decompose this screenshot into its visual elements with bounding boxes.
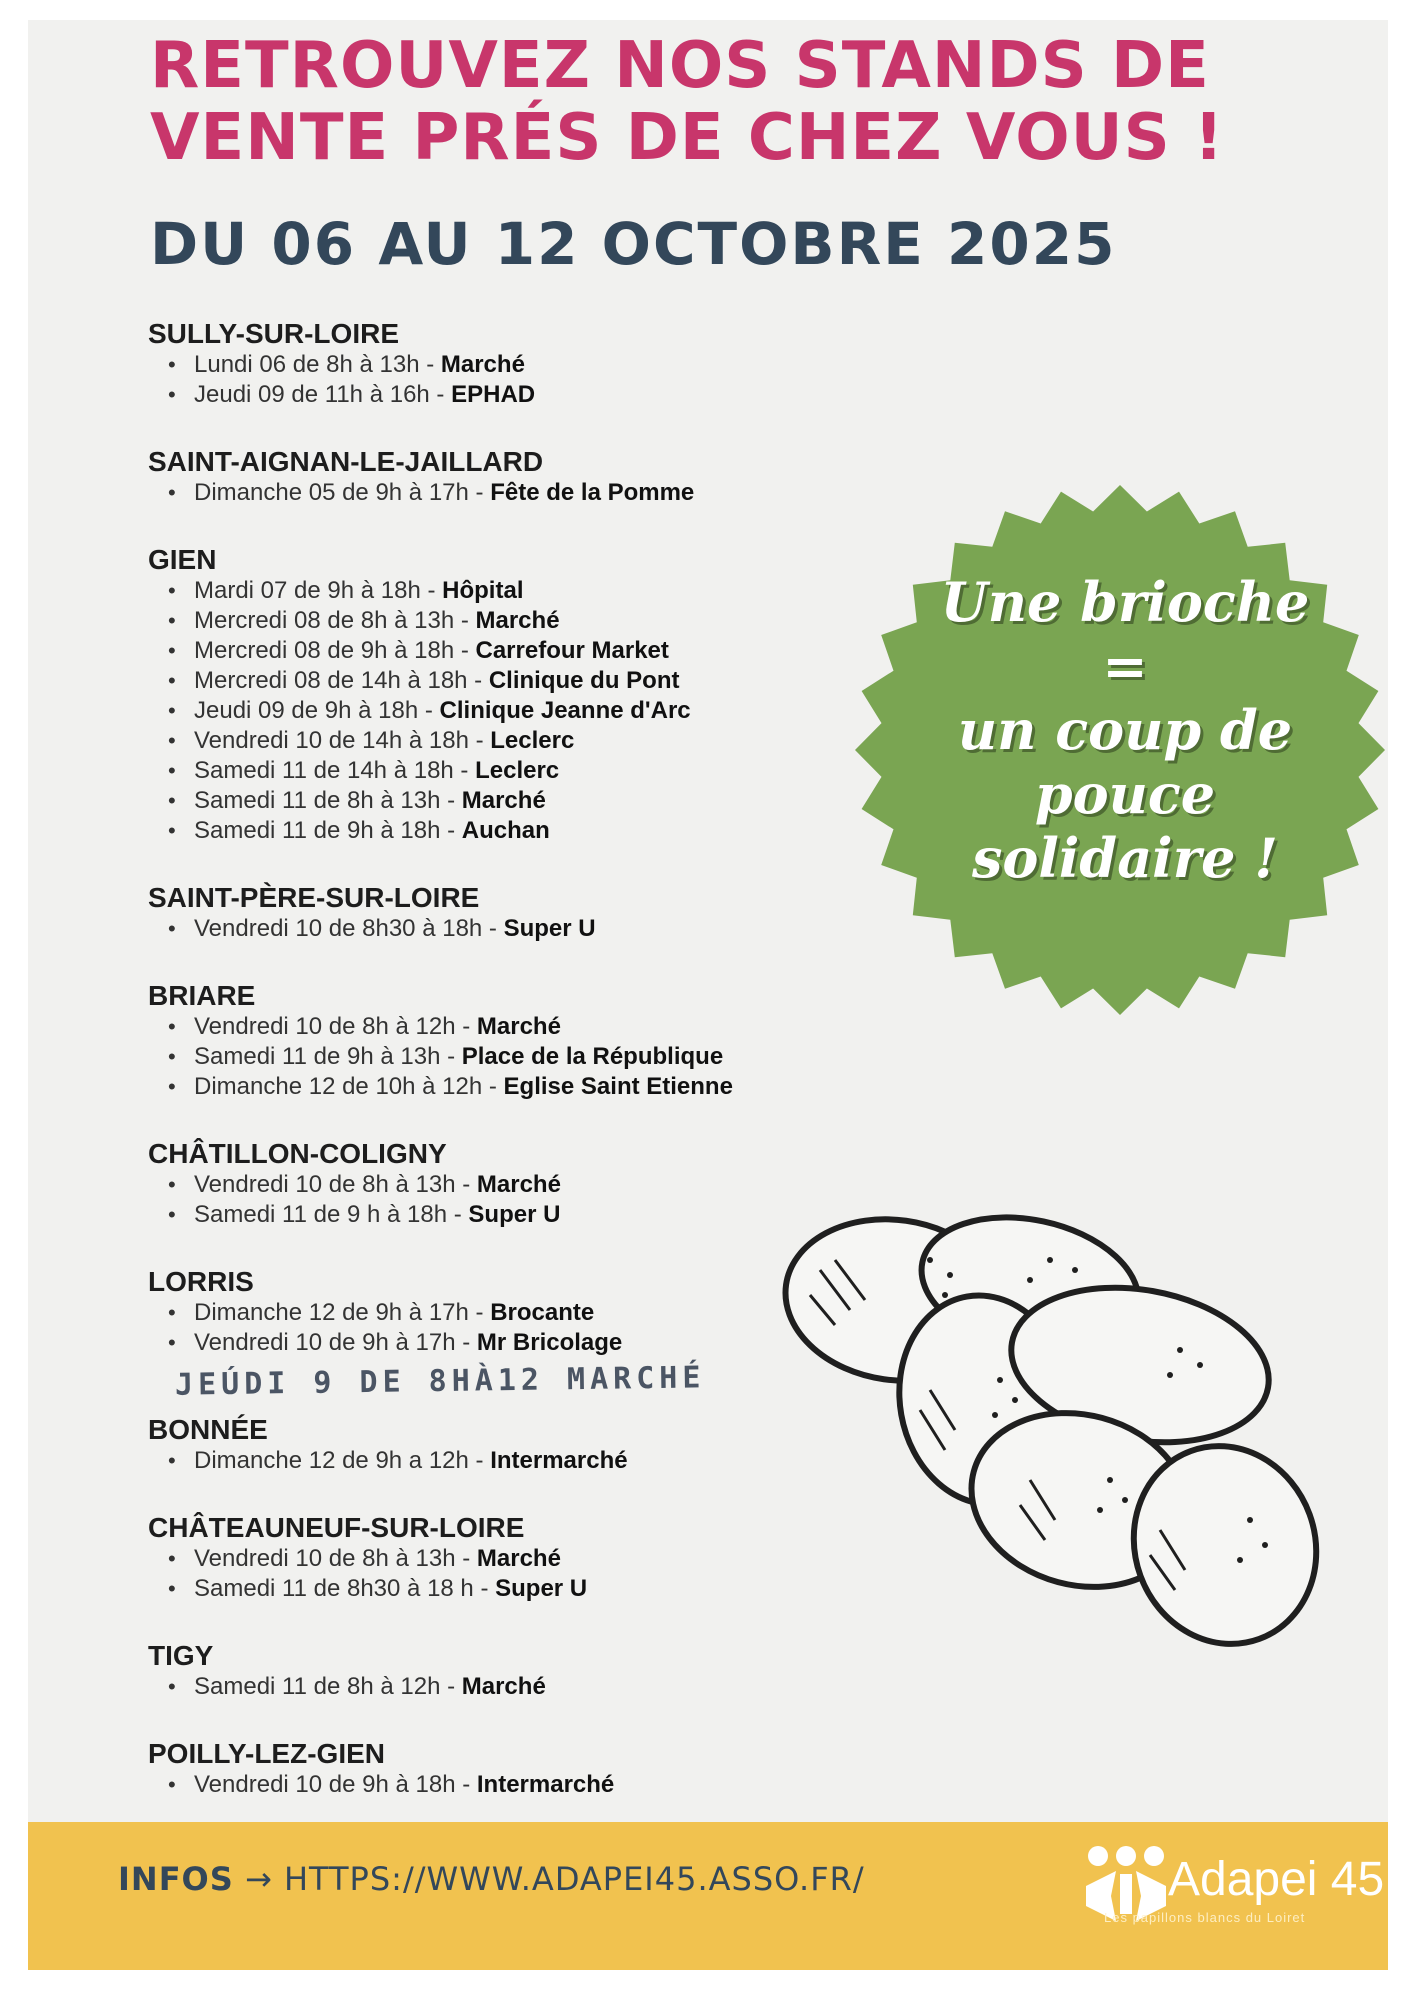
town-name: LORRIS [148, 1266, 254, 1297]
title-line-1: RETROUVEZ NOS STANDS DE [150, 29, 1210, 103]
handwritten-stamp: JEÚDI 9 DE 8HÀ12 MARCHÉ [174, 1360, 706, 1403]
town-name: SAINT-PÈRE-SUR-LOIRE [148, 882, 480, 913]
date-range: DU 06 AU 12 OCTOBRE 2025 [150, 210, 1117, 278]
town-name: POILLY-LEZ-GIEN [148, 1738, 385, 1769]
town-block [148, 1640, 848, 1702]
logo-wordmark: Adapei 45 [1168, 1853, 1385, 1906]
badge-line: pouce [1034, 762, 1216, 826]
page-title [150, 30, 1330, 174]
website-link[interactable]: HTTPS://WWW.ADAPEI45.ASSO.FR/ [283, 1860, 865, 1898]
schedule-entry: • Vendredi 10 de 8h30 à 18h - Super U [168, 914, 848, 944]
town-name: BRIARE [148, 980, 256, 1011]
town-block [148, 446, 848, 508]
schedule-entry: • Mercredi 08 de 8h à 13h - Marché [168, 606, 848, 636]
schedule-list [148, 318, 848, 1836]
badge-line: Une brioche [940, 570, 1310, 634]
town-block [148, 1512, 848, 1604]
town-block [148, 318, 848, 410]
schedule-entry: • Dimanche 12 de 10h à 12h - Eglise Saint Etienne [168, 1072, 848, 1102]
schedule-entry: • Vendredi 10 de 9h à 18h - Intermarché [168, 1770, 848, 1800]
town-name: BONNÉE [148, 1414, 268, 1445]
town-block [148, 1414, 848, 1476]
schedule-entry: • Dimanche 05 de 9h à 17h - Fête de la Pomme [168, 478, 848, 508]
schedule-entry: • Dimanche 12 de 9h a 12h - Intermarché [168, 1446, 848, 1476]
schedule-entry: • Mardi 07 de 9h à 18h - Hôpital [168, 576, 848, 606]
infos-label: INFOS [118, 1860, 234, 1898]
schedule-entry: • Samedi 11 de 8h à 12h - Marché [168, 1672, 848, 1702]
town-block [148, 544, 848, 846]
schedule-entry: • Samedi 11 de 9h à 13h - Place de la République [168, 1042, 848, 1072]
town-name: SAINT-AIGNAN-LE-JAILLARD [148, 446, 544, 477]
badge-line: = [1102, 634, 1148, 698]
schedule-entry: • Jeudi 09 de 11h à 16h - EPHAD [168, 380, 848, 410]
infos-line [118, 1860, 865, 1898]
town-name: SULLY-SUR-LOIRE [148, 318, 399, 349]
schedule-entry: • Mercredi 08 de 9h à 18h - Carrefour Market [168, 636, 848, 666]
arrow-right-icon: → [244, 1860, 273, 1898]
town-name: CHÂTILLON-COLIGNY [148, 1138, 447, 1169]
town-name: CHÂTEAUNEUF-SUR-LOIRE [148, 1512, 525, 1543]
schedule-entry: • Vendredi 10 de 9h à 17h - Mr Bricolage [168, 1328, 848, 1358]
town-block [148, 1738, 848, 1800]
town-name: GIEN [148, 544, 217, 575]
town-name: TIGY [148, 1640, 214, 1671]
schedule-entry: • Samedi 11 de 9h à 18h - Auchan [168, 816, 848, 846]
badge-slogan [890, 570, 1360, 890]
town-block [148, 1266, 848, 1358]
schedule-entry: • Mercredi 08 de 14h à 18h - Clinique du Pont [168, 666, 848, 696]
schedule-entry: • Vendredi 10 de 8h à 13h - Marché [168, 1170, 848, 1200]
town-block [148, 1138, 848, 1230]
schedule-entry: • Samedi 11 de 8h à 13h - Marché [168, 786, 848, 816]
schedule-entry: • Dimanche 12 de 9h à 17h - Brocante [168, 1298, 848, 1328]
schedule-entry: • Vendredi 10 de 8h à 12h - Marché [168, 1012, 848, 1042]
town-block [148, 882, 848, 944]
schedule-entry: • Samedi 11 de 8h30 à 18 h - Super U [168, 1574, 848, 1604]
schedule-entry: • Samedi 11 de 14h à 18h - Leclerc [168, 756, 848, 786]
logo-tagline: Les papillons blancs du Loiret [1104, 1910, 1306, 1925]
schedule-entry: • Vendredi 10 de 14h à 18h - Leclerc [168, 726, 848, 756]
brioche-illustration [780, 1200, 1340, 1670]
badge-line: solidaire ! [971, 826, 1279, 890]
schedule-entry: • Jeudi 09 de 9h à 18h - Clinique Jeanne d'Arc [168, 696, 848, 726]
badge-line: un coup de [957, 698, 1293, 762]
schedule-entry: • Samedi 11 de 9 h à 18h - Super U [168, 1200, 848, 1230]
town-block [148, 980, 848, 1102]
schedule-entry: • Vendredi 10 de 8h à 13h - Marché [168, 1544, 848, 1574]
schedule-entry: • Lundi 06 de 8h à 13h - Marché [168, 350, 848, 380]
title-line-2: VENTE PRÉS DE CHEZ VOUS ! [150, 101, 1225, 175]
